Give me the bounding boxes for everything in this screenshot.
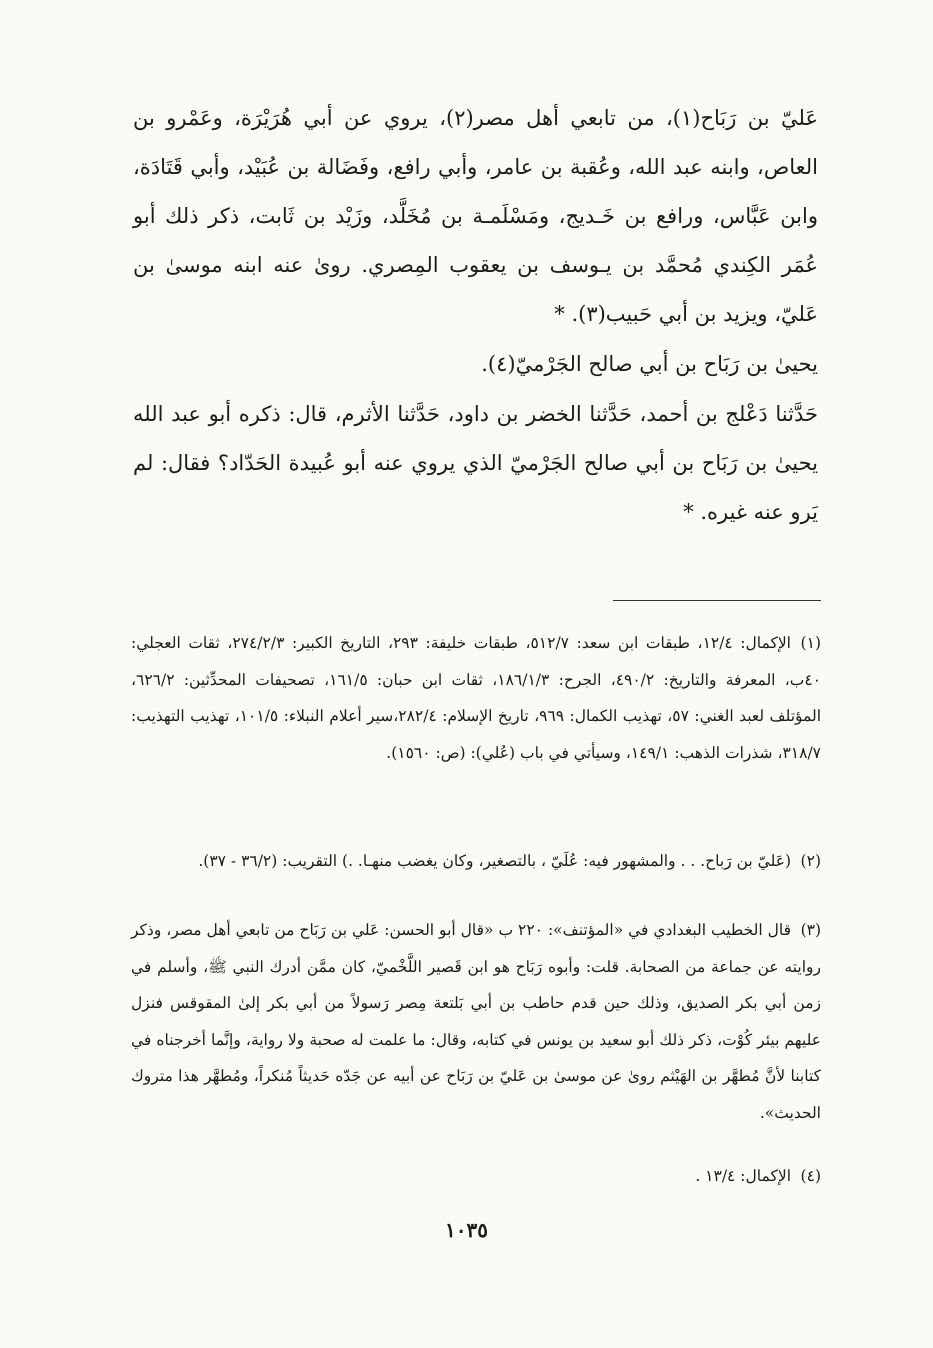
footnote-4-number: (٤) — [800, 1167, 821, 1185]
footnote-4-text: الإكمال: ١٣/٤ . — [695, 1167, 791, 1185]
entry-ali-ibn-rabah: عَليّ بن رَبَاح(١)، من تابعي أهل مصر(٢)، يروي عن أبي هُرَيْرَة، وعَمْرو بن العاص، وابنه عبد الله، وعُقبة بن عامر، وأبي رافع، وفَضَالة بن عُبَيْد، وأبي قَتَادَة، وابن عَبَّاس، ورافع بن خَـديج، ومَسْلَمـة بن مُخَلَّد، وزَيْد بن ثَابت، ذكر ذلك أبو عُمَر الكِندي مُحمَّد بن يـوسف بن يعقوب المِصري. روىٰ عنه ابنه موسىٰ بن عَليّ، ويزيد بن أبي حَبيب(٣). * — [133, 106, 818, 326]
page-number: ١٠٣٥ — [445, 1218, 488, 1242]
footnote-3 — [131, 912, 821, 1131]
footnote-2-number: (٢) — [800, 852, 821, 870]
footnote-1-text: الإكمال: ١٢/٤، طبقات ابن سعد: ٥١٢/٧، طبقات خليفة: ٢٩٣، التاريخ الكبير: ٢٧٤/٢/٣، ثقات العجلي: ٤٠ب، المعرفة والتاريخ: ٤٩٠/٢، الجرح: ١٨٦/١/٣، ثقات ابن حبان: ١٦١/٥، تصحيفات المحدِّثين: ٦٢٦/٢، المؤتلف لعبد الغني: ٥٧، تهذيب الكمال: ٩٦٩، تاريخ الإسلام: ٢٨٢/٤،سير أعلام النبلاء: ١٠١/٥، تهذيب التهذيب: ٣١٨/٧، شذرات الذهب: ١٤٩/١، وسيأتي في باب (عُلي): (ص: ١٥٦٠). — [131, 634, 822, 762]
footnote-1 — [131, 625, 821, 771]
entry-yahya-narration: حَدَّثنا دَعْلج بن أحمد، حَدَّثنا الخضر بن داود، حَدَّثنا الأثرم، قال: ذكره أبو عبد الله يحيىٰ بن رَبَاح بن أبي صالح الجَرْميّ الذي يروي عنه أبو عُبيدة الحَدّاد؟ فقال: لم يَرو عنه غيره. * — [133, 402, 818, 524]
footnote-4 — [131, 1158, 821, 1195]
footnote-3-number: (٣) — [800, 921, 822, 939]
footnote-separator — [613, 600, 821, 601]
footnote-2-text: (عَليّ بن رَباح. . . والمشهور فيه: عُلَيّ ، بالتصغير، وكان يغضب منهـا. .) التقريب: (٣٦/٢ - ٣٧). — [198, 852, 791, 870]
footnote-1-number: (١) — [800, 634, 821, 652]
footnote-3-text: قال الخطيب البغدادي في «المؤتنف»: ٢٢٠ ب «قال أبو الحسن: عَلي بن رَبَاح من تابعي أهل مصر، وذكر روايته عن جماعة من الصحابة. قلت: وأبوه رَبَاح هو ابن قَصير اللَّخْميّ، كان ممَّن أدرك النبي ﷺ، وأسلم في زمن أبي بكر الصديق، وذلك حين قدم حاطب بن أبي بَلتعة مِصر رَسولاً من أبي بكر إلىٰ المقوقس فنزل عليهم بيئر كُوْت، ذكر ذلك أبو سعيد بن يونس في كتابه، وقال: ما علمت له صحبة ولا رواية، وإنَّما أخرجناه في كتابنا لأنَّ مُطهَّر بن الهَيْثم روىٰ عن موسىٰ بن عَليّ بن رَبَاح عن أبيه عن جَدّه حَديثاً مُنكراً، ومُطهَّر هذا متروك الحديث». — [131, 921, 821, 1122]
footnote-2 — [131, 843, 821, 880]
entry-yahya-ibn-rabah: يحيىٰ بن رَبَاح بن أبي صالح الجَرْميّ(٤). — [481, 352, 818, 376]
